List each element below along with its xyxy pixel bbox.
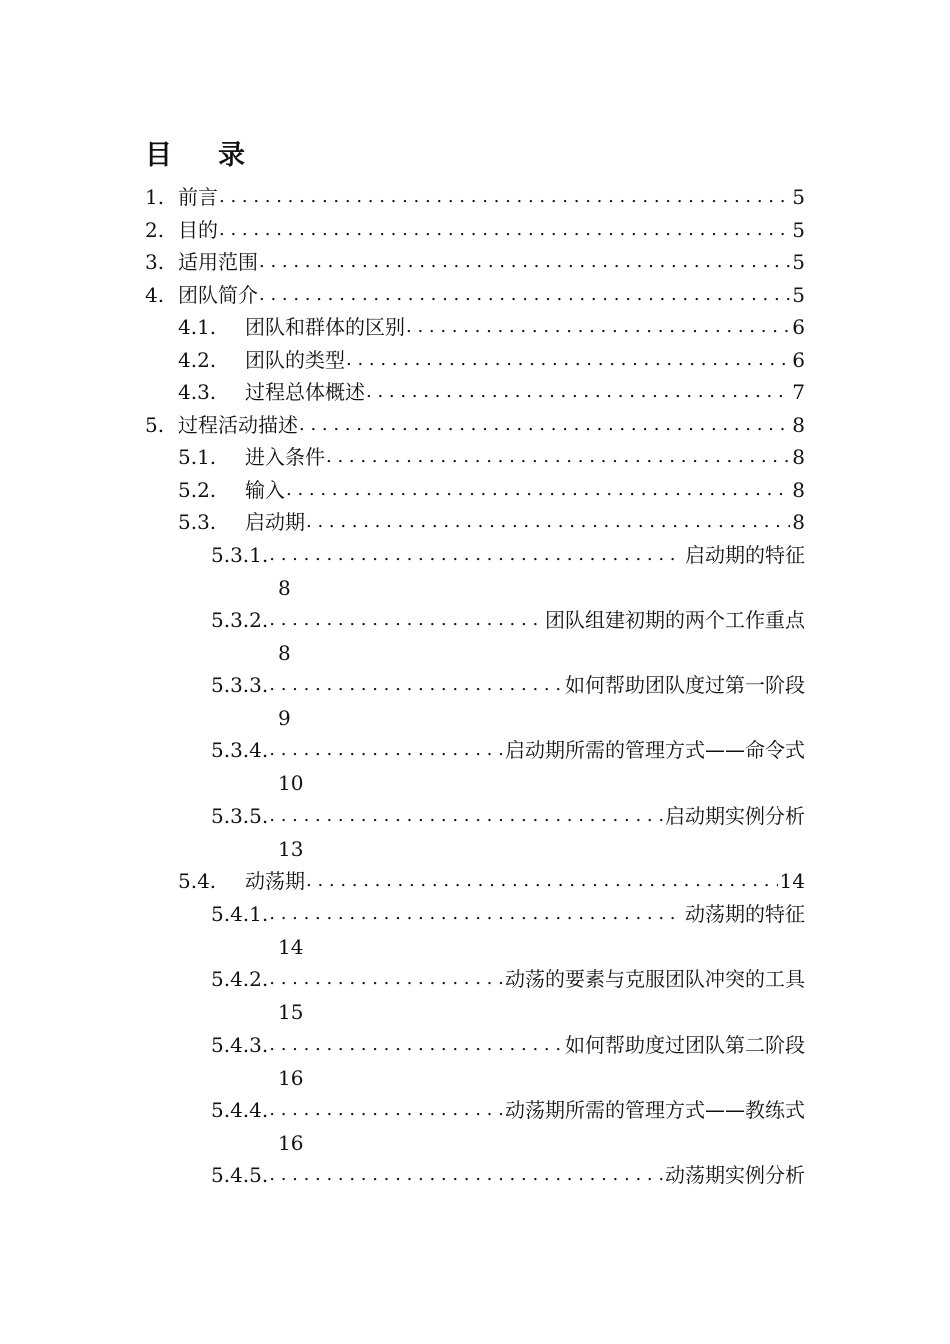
toc-entry-page: 16 <box>278 1131 304 1155</box>
toc-entry-text: 进入条件 <box>245 445 325 469</box>
toc-entry-text: 前言 <box>178 185 218 209</box>
toc-entry[interactable] <box>211 1162 805 1188</box>
toc-entry-page: 14 <box>278 935 304 959</box>
toc-entry-text: 过程活动描述 <box>178 413 298 437</box>
toc-entry-number: 5.3.5. <box>211 804 269 828</box>
toc-entry[interactable] <box>178 444 805 470</box>
toc-entry[interactable] <box>145 217 805 243</box>
toc-leader-dots <box>269 1097 503 1123</box>
toc-entry[interactable] <box>211 672 805 698</box>
toc-leader-dots <box>269 1162 663 1188</box>
toc-entry[interactable] <box>145 249 805 275</box>
toc-entry[interactable] <box>178 868 805 894</box>
toc-entry-text: 过程总体概述 <box>245 380 365 404</box>
toc-entry[interactable] <box>211 803 805 829</box>
toc-entry[interactable] <box>145 282 805 308</box>
toc-leader-dots <box>326 444 790 470</box>
toc-entry-text: 适用范围 <box>178 250 258 274</box>
toc-entry[interactable] <box>211 737 805 763</box>
toc-entry-number: 5.4.2. <box>211 967 269 991</box>
toc-leader-dots <box>269 737 503 763</box>
toc-entry-text: 动荡期 <box>245 869 305 893</box>
toc-entry-text: 目的 <box>178 218 218 242</box>
toc-leader-dots <box>269 672 563 698</box>
toc-leader-dots <box>259 249 790 275</box>
toc-entry-page: 14 <box>779 869 805 893</box>
toc-entry[interactable] <box>178 509 805 535</box>
toc-leader-dots <box>219 184 790 210</box>
toc-leader-dots <box>269 803 663 829</box>
toc-entry-page: 13 <box>278 837 304 861</box>
toc-entry[interactable] <box>178 477 805 503</box>
toc-entry-number: 1. <box>145 185 165 209</box>
toc-entry[interactable] <box>178 347 805 373</box>
toc-entry-page: 6 <box>792 348 805 372</box>
toc-leader-dots <box>306 868 778 894</box>
toc-entry-text: 启动期实例分析 <box>665 804 805 828</box>
toc-entry-text: 动荡的要素与克服团队冲突的工具 <box>505 967 805 991</box>
toc-entry-text: 团队和群体的区别 <box>245 315 405 339</box>
toc-leader-dots <box>306 509 790 535</box>
toc-entry-page: 5 <box>792 283 805 307</box>
toc-entry-page: 8 <box>278 641 291 665</box>
toc-entry-number: 5.4.1. <box>211 902 269 926</box>
toc-entry-number: 2. <box>145 218 165 242</box>
toc-entry-page: 5 <box>792 250 805 274</box>
toc-leader-dots <box>269 1032 563 1058</box>
toc-entry[interactable] <box>211 901 805 927</box>
toc-entry-number: 4.1. <box>178 315 217 339</box>
toc-entry-text: 启动期所需的管理方式——命令式 <box>505 738 805 762</box>
toc-entry-text: 动荡期实例分析 <box>665 1163 805 1187</box>
toc-entry[interactable] <box>178 379 805 405</box>
toc-entry-page: 5 <box>792 185 805 209</box>
toc-entry[interactable] <box>145 184 805 210</box>
toc-entry-number: 5.4. <box>178 869 217 893</box>
toc-leader-dots <box>346 347 790 373</box>
toc-leader-dots <box>269 901 683 927</box>
toc-leader-dots <box>286 477 790 503</box>
toc-entry-number: 5.4.3. <box>211 1033 269 1057</box>
toc-entry[interactable] <box>211 966 805 992</box>
toc-entry-text: 启动期 <box>245 510 305 534</box>
toc-entry-number: 5.3.1. <box>211 543 269 567</box>
toc-entry-number: 5.4.5. <box>211 1163 269 1187</box>
toc-leader-dots <box>259 282 790 308</box>
toc-entry-text: 动荡期所需的管理方式——教练式 <box>505 1098 805 1122</box>
toc-leader-dots <box>269 542 683 568</box>
toc-entry-text: 团队组建初期的两个工作重点 <box>545 608 805 632</box>
toc-entry-page: 5 <box>792 218 805 242</box>
toc-title <box>145 133 247 172</box>
toc-entry-text: 输入 <box>245 478 285 502</box>
toc-entry-number: 5. <box>145 413 165 437</box>
toc-entry[interactable] <box>145 412 805 438</box>
toc-entry-page: 8 <box>792 445 805 469</box>
toc-leader-dots <box>406 314 790 340</box>
toc-entry-number: 5.4.4. <box>211 1098 269 1122</box>
toc-entry-page: 15 <box>278 1000 304 1024</box>
toc-entry-page: 16 <box>278 1066 304 1090</box>
toc-entry-page: 8 <box>792 478 805 502</box>
toc-entry-text: 团队的类型 <box>245 348 345 372</box>
toc-leader-dots <box>219 217 790 243</box>
toc-entry-page: 7 <box>792 380 805 404</box>
toc-entry-text: 如何帮助团队度过第一阶段 <box>565 673 805 697</box>
toc-entry-number: 4. <box>145 283 165 307</box>
toc-entry-number: 5.2. <box>178 478 217 502</box>
toc-entry-text: 团队简介 <box>178 283 258 307</box>
toc-entry-number: 3. <box>145 250 165 274</box>
toc-entry-number: 5.3. <box>178 510 217 534</box>
toc-title-char: 目 <box>145 140 174 171</box>
toc-entry[interactable] <box>211 542 805 568</box>
toc-title-char: 录 <box>218 140 247 171</box>
toc-entry-text: 动荡期的特征 <box>685 902 805 926</box>
toc-entry[interactable] <box>178 314 805 340</box>
toc-leader-dots <box>269 607 543 633</box>
toc-entry-number: 5.3.3. <box>211 673 269 697</box>
toc-leader-dots <box>299 412 790 438</box>
toc-entry-number: 5.3.2. <box>211 608 269 632</box>
toc-entry-number: 5.3.4. <box>211 738 269 762</box>
toc-entry-text: 如何帮助度过团队第二阶段 <box>565 1033 805 1057</box>
toc-entry[interactable] <box>211 1097 805 1123</box>
toc-leader-dots <box>269 966 503 992</box>
toc-entry-page: 8 <box>792 413 805 437</box>
toc-entry[interactable] <box>211 1032 805 1058</box>
toc-entry-number: 4.3. <box>178 380 217 404</box>
toc-entry-number: 4.2. <box>178 348 217 372</box>
toc-entry-page: 8 <box>792 510 805 534</box>
toc-leader-dots <box>366 379 790 405</box>
toc-entry-number: 5.1. <box>178 445 217 469</box>
toc-entry-page: 9 <box>278 706 291 730</box>
toc-entry-page: 8 <box>278 576 291 600</box>
toc-entry[interactable] <box>211 607 805 633</box>
toc-entry-page: 10 <box>278 771 304 795</box>
toc-entry-page: 6 <box>792 315 805 339</box>
toc-entry-text: 启动期的特征 <box>685 543 805 567</box>
